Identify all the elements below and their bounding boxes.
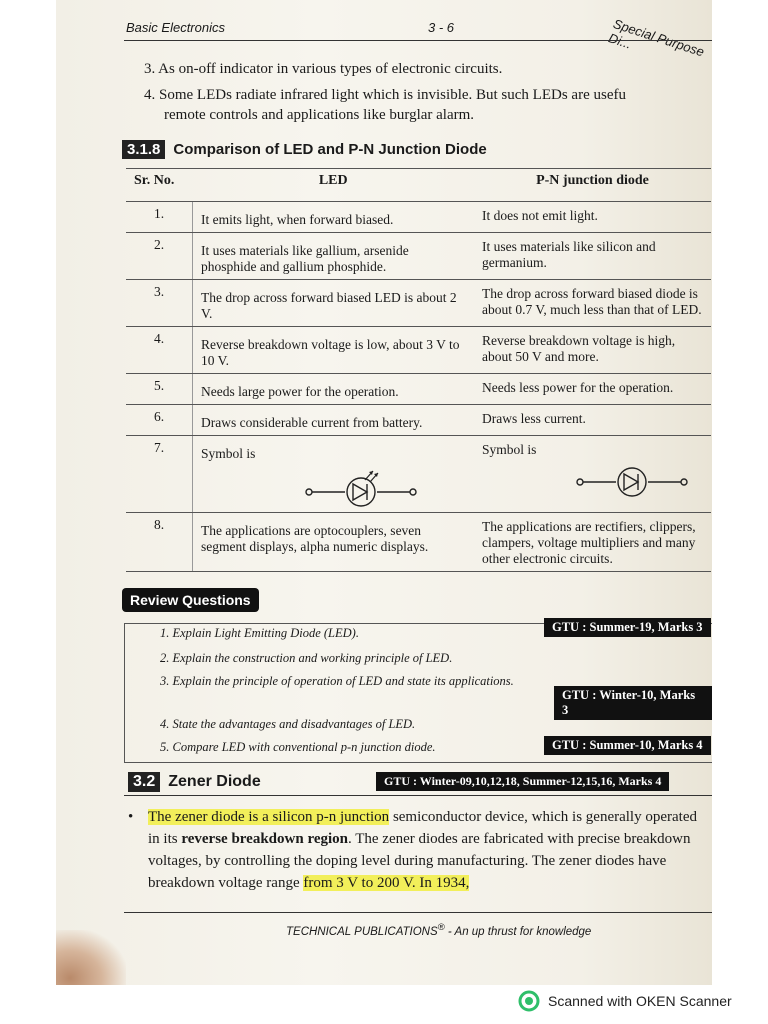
bullet-icon: • <box>128 809 134 825</box>
symbol-label: Symbol is <box>482 442 537 457</box>
finger-shadow <box>56 930 126 985</box>
comparison-table <box>126 168 711 572</box>
intro-item-4: 4. Some LEDs radiate infrared light which is invisible. But such LEDs are usefu <box>144 87 626 103</box>
column-header-sr: Sr. No. <box>126 169 193 202</box>
highlighted-text: The zener diode is a silicon p-n junction <box>148 809 390 825</box>
cell-led <box>193 436 475 513</box>
table-header-row <box>126 169 711 202</box>
bold-text: reverse breakdown region <box>181 831 348 847</box>
gtu-tag: GTU : Summer-19, Marks 3 <box>544 618 711 637</box>
section-heading-3-2 <box>128 772 261 792</box>
oken-scanner-logo-icon <box>518 990 540 1012</box>
zener-paragraph <box>128 806 708 894</box>
cell-pn: The drop across forward biased diode is about 0.7 V, much less than that of LED. <box>474 280 711 327</box>
cell-pn: The applications are rectifiers, clippers, clampers, voltage multipliers and many other electronic circuits. <box>474 513 711 572</box>
cell-led: It uses materials like gallium, arsenide phosphide and gallium phosphide. <box>193 233 475 280</box>
cell-sr: 1. <box>126 202 193 233</box>
section-number: 3.1.8 <box>122 140 165 159</box>
table-row <box>126 280 711 327</box>
diode-symbol-icon <box>572 464 692 500</box>
intro-item-3: 3. As on-off indicator in various types of electronic circuits. <box>144 61 503 77</box>
scanner-label: Scanned with OKEN Scanner <box>548 993 732 1009</box>
column-header-pn: P-N junction diode <box>474 169 711 202</box>
highlighted-text: from 3 V to 200 V. In 1934, <box>303 875 470 891</box>
table-row <box>126 513 711 572</box>
footer-rule <box>124 912 712 913</box>
cell-sr: 3. <box>126 280 193 327</box>
cell-pn <box>474 436 711 513</box>
cell-led: Reverse breakdown voltage is low, about 3 V to 10 V. <box>193 327 475 374</box>
review-question: 1. Explain Light Emitting Diode (LED). <box>160 626 359 640</box>
scanner-watermark <box>518 990 732 1012</box>
cell-led: It emits light, when forward biased. <box>193 202 475 233</box>
table-row <box>126 374 711 405</box>
header-page-number: 3 - 6 <box>428 20 455 35</box>
table-row <box>126 327 711 374</box>
cell-pn: It does not emit light. <box>474 202 711 233</box>
section-heading-3-1-8 <box>122 140 487 159</box>
cell-pn: It uses materials like silicon and germanium. <box>474 233 711 280</box>
gtu-tag: GTU : Summer-10, Marks 4 <box>544 736 711 755</box>
section-title: Zener Diode <box>168 773 261 790</box>
cell-pn: Needs less power for the operation. <box>474 374 711 405</box>
section-title: Comparison of LED and P-N Junction Diode <box>173 141 487 158</box>
gtu-tag: GTU : Winter-09,10,12,18, Summer-12,15,16, Marks 4 <box>376 772 669 791</box>
header-rule <box>124 40 712 41</box>
review-question: 5. Compare LED with conventional p-n junction diode. <box>160 740 436 754</box>
symbol-label: Symbol is <box>201 446 256 461</box>
header-book-title: Basic Electronics <box>126 20 225 35</box>
gtu-tag: GTU : Winter-10, Marks 3 <box>554 686 712 720</box>
table-row <box>126 202 711 233</box>
cell-led: Draws considerable current from battery. <box>193 405 475 436</box>
paragraph-text: semiconductor device, which is generally operated in its <box>148 809 697 847</box>
paragraph-text: . The zener diodes are fabricated with precise breakdown voltages, by controlling the doping level during manufacturing. The zener diodes have breakdown voltage range <box>148 831 691 891</box>
review-question: 3. Explain the principle of operation of LED and state its applications. <box>160 674 514 688</box>
cell-sr: 7. <box>126 436 193 513</box>
cell-pn: Draws less current. <box>474 405 711 436</box>
review-question: 4. State the advantages and disadvantages of LED. <box>160 717 416 731</box>
cell-led: The applications are optocouplers, seven segment displays, alpha numeric displays. <box>193 513 475 572</box>
tagline: - An up thrust for knowledge <box>444 925 592 938</box>
led-symbol-icon <box>301 468 421 508</box>
section-number: 3.2 <box>128 772 160 792</box>
cell-led: The drop across forward biased LED is about 2 V. <box>193 280 475 327</box>
cell-sr: 5. <box>126 374 193 405</box>
cell-sr: 6. <box>126 405 193 436</box>
cell-sr: 4. <box>126 327 193 374</box>
cell-sr: 8. <box>126 513 193 572</box>
intro-item-4-cont: remote controls and applications like burglar alarm. <box>164 107 475 123</box>
header-chapter-title: Special Purpose Di... <box>606 16 707 60</box>
table-row <box>126 233 711 280</box>
table-row <box>126 436 711 513</box>
cell-sr: 2. <box>126 233 193 280</box>
registered-mark: ® <box>437 922 445 933</box>
table-row <box>126 405 711 436</box>
section-rule <box>124 795 712 796</box>
review-questions-heading: Review Questions <box>122 588 259 612</box>
cell-pn: Reverse breakdown voltage is high, about 50 V and more. <box>474 327 711 374</box>
footer-text <box>286 922 591 938</box>
review-question: 2. Explain the construction and working principle of LED. <box>160 651 453 665</box>
publisher: TECHNICAL PUBLICATIONS <box>286 925 438 938</box>
column-header-led: LED <box>193 169 475 202</box>
cell-led: Needs large power for the operation. <box>193 374 475 405</box>
book-page <box>56 0 712 985</box>
